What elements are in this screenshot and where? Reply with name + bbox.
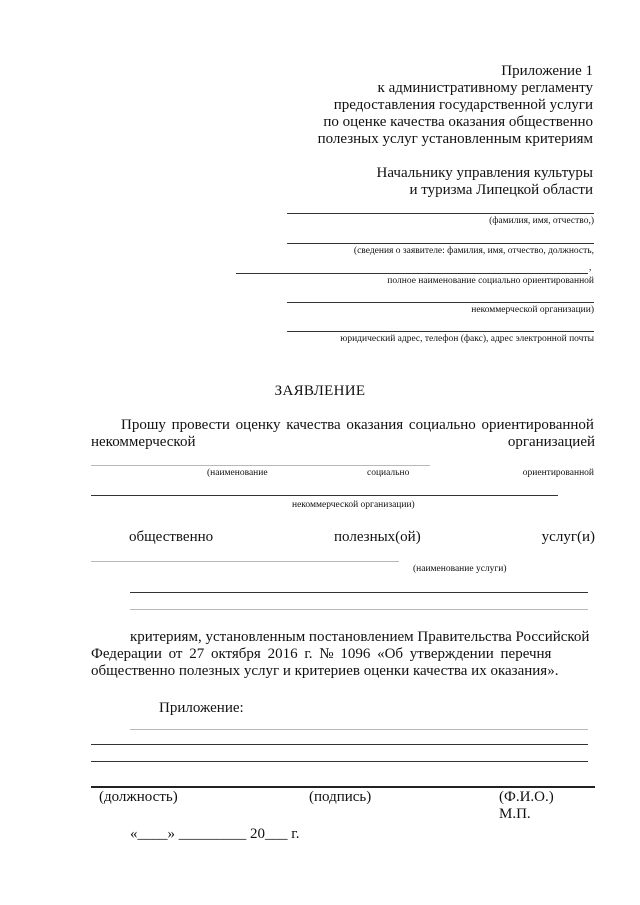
header-line: полезных услуг установленным критериям bbox=[317, 131, 593, 147]
services-word: полезных(ой) bbox=[334, 529, 421, 545]
hint-info: (сведения о заявителе: фамилия, имя, отчество, должность, bbox=[353, 246, 594, 256]
service-name-line-3[interactable] bbox=[130, 609, 588, 610]
applicant-org-line[interactable] bbox=[236, 273, 588, 274]
para1-text: Прошу провести оценку качества оказания социально ориентированной bbox=[121, 417, 594, 433]
hint-service: (наименование услуги) bbox=[413, 564, 507, 574]
para2-line1 bbox=[130, 629, 595, 646]
para2-text: критериям, установленным постановлением Правительства Российской bbox=[130, 629, 590, 645]
applicant-info-line[interactable] bbox=[287, 243, 594, 244]
service-name-line-2[interactable] bbox=[130, 592, 588, 593]
applicant-address-line[interactable] bbox=[287, 331, 594, 332]
hint-address: юридический адрес, телефон (факс), адрес электронной почты bbox=[340, 334, 594, 344]
document-title: ЗАЯВЛЕНИЕ bbox=[274, 383, 366, 399]
header-line: предоставления государственной услуги bbox=[333, 97, 593, 113]
para1-right: организацией bbox=[507, 434, 595, 450]
para2-line3: общественно полезных услуг и критериев оценки качества их оказания». bbox=[91, 663, 559, 679]
hint-name: социально bbox=[367, 468, 410, 478]
hint-name: (наименование bbox=[207, 468, 268, 478]
position-label: (должность) bbox=[99, 789, 178, 805]
attachment-line-2[interactable] bbox=[91, 744, 588, 745]
org-name-line-2[interactable] bbox=[91, 495, 558, 496]
para2-text: Федерации от 27 октября 2016 г. № 1096 «Об утверждении перечня bbox=[91, 646, 552, 662]
signature-line[interactable] bbox=[91, 786, 595, 788]
hint-org2: некоммерческой организации) bbox=[471, 305, 594, 315]
para1-line1 bbox=[121, 417, 595, 434]
comma: , bbox=[589, 263, 592, 273]
addressee: и туризма Липецкой области bbox=[409, 182, 593, 198]
services-word: услуг(и) bbox=[541, 529, 595, 545]
attachment-label: Приложение: bbox=[159, 700, 244, 716]
stamp-label: М.П. bbox=[499, 806, 531, 822]
service-name-line[interactable] bbox=[91, 561, 399, 562]
date-field[interactable]: «____» _________ 20___ г. bbox=[130, 826, 300, 842]
org-name-line[interactable] bbox=[91, 465, 430, 466]
hint-org: полное наименование социально ориентированной bbox=[387, 276, 594, 286]
addressee: Начальнику управления культуры bbox=[376, 165, 593, 181]
appendix-number: Приложение 1 bbox=[501, 63, 593, 79]
hint-name: некоммерческой организации) bbox=[292, 500, 415, 510]
applicant-fio-line[interactable] bbox=[287, 213, 594, 214]
sign-label: (подпись) bbox=[309, 789, 372, 805]
hint-name: ориентированной bbox=[522, 468, 594, 478]
fio-label: (Ф.И.О.) bbox=[499, 789, 554, 805]
para1-line2 bbox=[91, 434, 595, 451]
para1-left: некоммерческой bbox=[91, 434, 196, 450]
applicant-org2-line[interactable] bbox=[287, 302, 594, 303]
attachment-line-3[interactable] bbox=[91, 761, 588, 762]
attachment-line-1[interactable] bbox=[130, 729, 588, 730]
header-line: к административному регламенту bbox=[377, 80, 593, 96]
header-line: по оценке качества оказания общественно bbox=[323, 114, 593, 130]
services-word: общественно bbox=[129, 529, 214, 545]
hint-fio: (фамилия, имя, отчество,) bbox=[489, 216, 594, 226]
para2-line2 bbox=[91, 646, 595, 663]
